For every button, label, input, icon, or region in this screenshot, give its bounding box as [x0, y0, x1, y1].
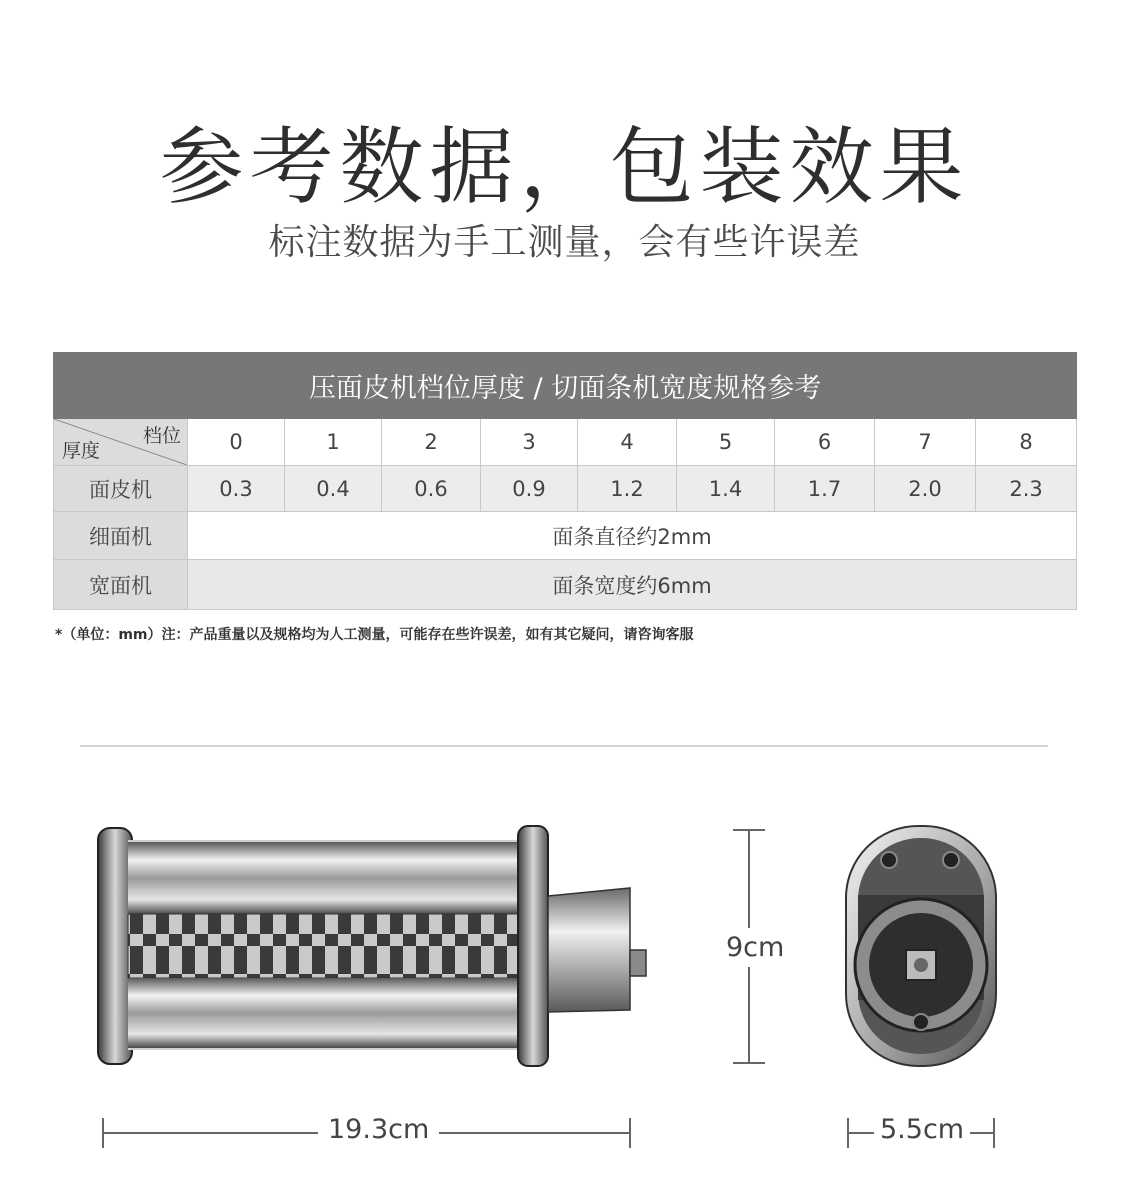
gear-cell: 3 — [481, 419, 578, 466]
gear-cell: 1 — [285, 419, 382, 466]
gear-cell: 6 — [775, 419, 875, 466]
noodle-cutter-end-view — [846, 826, 996, 1066]
thickness-cell: 1.4 — [677, 466, 775, 512]
footnote: *（单位：mm）注：产品重量以及规格均为人工测量，可能存在些许误差，如有其它疑问，请咨询客服 — [55, 627, 694, 643]
thickness-cell: 0.6 — [382, 466, 481, 512]
page-subtitle: 标注数据为手工测量，会有些许误差 — [268, 222, 861, 263]
narrow-noodle-value: 面条直径约2mm — [188, 512, 1077, 560]
table-heading: 压面皮机档位厚度 / 切面条机宽度规格参考 — [54, 353, 1077, 419]
thickness-cell: 2.3 — [976, 466, 1077, 512]
thickness-cell: 1.2 — [578, 466, 677, 512]
thickness-cell: 0.9 — [481, 466, 578, 512]
height-label: 9cm — [722, 928, 788, 967]
gear-cell: 4 — [578, 419, 677, 466]
width-label: 5.5cm — [874, 1114, 970, 1145]
row-label: 面皮机 — [54, 466, 188, 512]
page-title: 参考数据，包装效果 — [159, 118, 970, 216]
thickness-cell: 0.4 — [285, 466, 382, 512]
length-label: 19.3cm — [318, 1114, 439, 1145]
gear-cell: 7 — [875, 419, 976, 466]
thickness-cell: 1.7 — [775, 466, 875, 512]
corner-gear-label: 档位 — [142, 425, 181, 447]
noodle-cutter-side-view — [98, 826, 646, 1066]
wide-noodle-value: 面条宽度约6mm — [188, 560, 1077, 610]
corner-thickness-label: 厚度 — [62, 440, 101, 462]
thickness-cell: 0.3 — [188, 466, 285, 512]
gear-cell: 8 — [976, 419, 1077, 466]
thickness-cell: 2.0 — [875, 466, 976, 512]
row-label: 细面机 — [54, 512, 188, 560]
gear-cell: 2 — [382, 419, 481, 466]
gear-cell: 5 — [677, 419, 775, 466]
row-label: 宽面机 — [54, 560, 188, 610]
gear-cell: 0 — [188, 419, 285, 466]
